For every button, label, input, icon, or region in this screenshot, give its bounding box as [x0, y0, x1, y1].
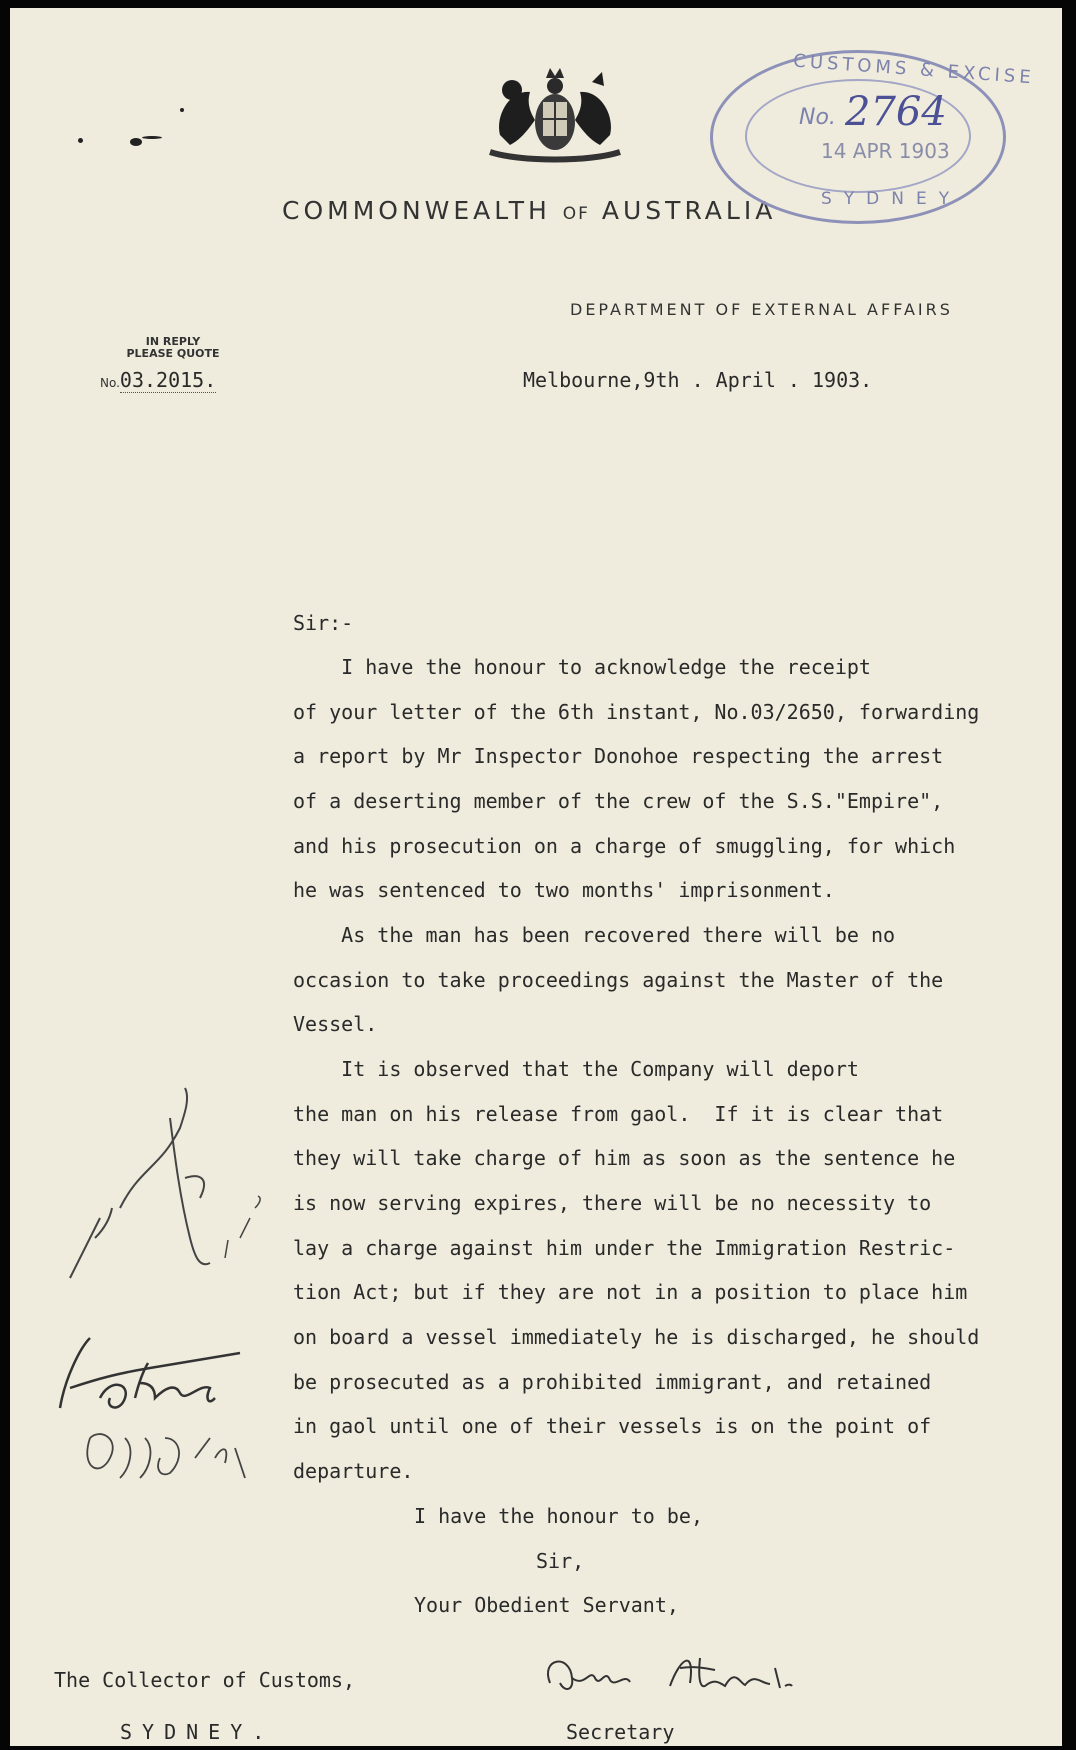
body-line: he was sentenced to two months' imprisonment.: [293, 878, 835, 902]
addressee-line-1: The Collector of Customs,: [54, 1668, 356, 1692]
signatory-title: Secretary: [566, 1720, 675, 1744]
noted-annotation: [40, 1328, 300, 1498]
reply-line-1: IN REPLY: [145, 335, 201, 348]
ink-speck: [142, 136, 162, 139]
body-line: lay a charge against him under the Immigration Restric-: [293, 1236, 956, 1260]
body-line: As the man has been recovered there will be no: [293, 923, 896, 947]
reference-number: [100, 368, 216, 392]
body-line: on board a vessel immediately he is discharged, he should: [293, 1325, 980, 1349]
signature-atlee-hunt: [530, 1638, 850, 1708]
body-line: of a deserting member of the crew of the S.S."Empire",: [293, 789, 944, 813]
royal-coat-of-arms-icon: [480, 60, 630, 165]
reference-no-label: No.: [100, 376, 120, 390]
closing-line-2: Sir,: [536, 1549, 585, 1573]
letterhead-commonwealth: COMMONWEALTH: [282, 196, 551, 225]
ink-speck: [130, 138, 142, 146]
department-heading: DEPARTMENT OF EXTERNAL AFFAIRS: [570, 300, 953, 319]
body-line: I have the honour to acknowledge the receipt: [293, 655, 871, 679]
letterhead-title: [282, 196, 776, 225]
body-line: the man on his release from gaol. If it is clear that: [293, 1102, 944, 1126]
customs-received-stamp: [710, 50, 1036, 224]
stamp-number: 2764: [845, 89, 947, 135]
letterhead-australia: AUSTRALIA: [601, 196, 777, 225]
letter-page: [10, 8, 1062, 1746]
body-line: and his prosecution on a charge of smuggling, for which: [293, 834, 956, 858]
reply-instruction: [118, 336, 228, 360]
stamp-no-label: No.: [799, 105, 836, 130]
letterhead-of: OF: [562, 204, 590, 224]
body-line: occasion to take proceedings against the Master of the: [293, 968, 944, 992]
salutation: Sir:-: [293, 611, 354, 635]
body-line: tion Act; but if they are not in a position to place him: [293, 1280, 968, 1304]
stamp-top-text: CUSTOMS & EXCISE: [792, 50, 1036, 89]
body-line: It is observed that the Company will deport: [293, 1057, 859, 1081]
ink-speck: [78, 138, 83, 143]
body-line: they will take charge of him as soon as the sentence he: [293, 1146, 956, 1170]
closing-line-1: I have the honour to be,: [414, 1504, 703, 1528]
body-line: be prosecuted as a prohibited immigrant, and retained: [293, 1370, 932, 1394]
closing-line-3: Your Obedient Servant,: [414, 1593, 679, 1617]
margin-annotation-donohoe: [50, 1068, 270, 1298]
body-line: in gaol until one of their vessels is on the point of: [293, 1414, 932, 1438]
stamp-bottom-text: SYDNEY: [821, 189, 962, 209]
body-line: Vessel.: [293, 1012, 378, 1036]
reference-no-value: 03.2015.: [119, 368, 217, 392]
ink-speck: [180, 108, 184, 112]
body-line: a report by Mr Inspector Donohoe respecting the arrest: [293, 744, 944, 768]
dateline: Melbourne,9th . April . 1903.: [523, 368, 873, 392]
stamp-date: 14 APR 1903: [821, 139, 950, 163]
reply-line-2: PLEASE QUOTE: [126, 347, 220, 360]
body-line: is now serving expires, there will be no necessity to: [293, 1191, 932, 1215]
body-line: of your letter of the 6th instant, No.03/2650, forwarding: [293, 700, 980, 724]
body-line: departure.: [293, 1459, 414, 1483]
addressee-line-2: SYDNEY.: [120, 1720, 275, 1744]
